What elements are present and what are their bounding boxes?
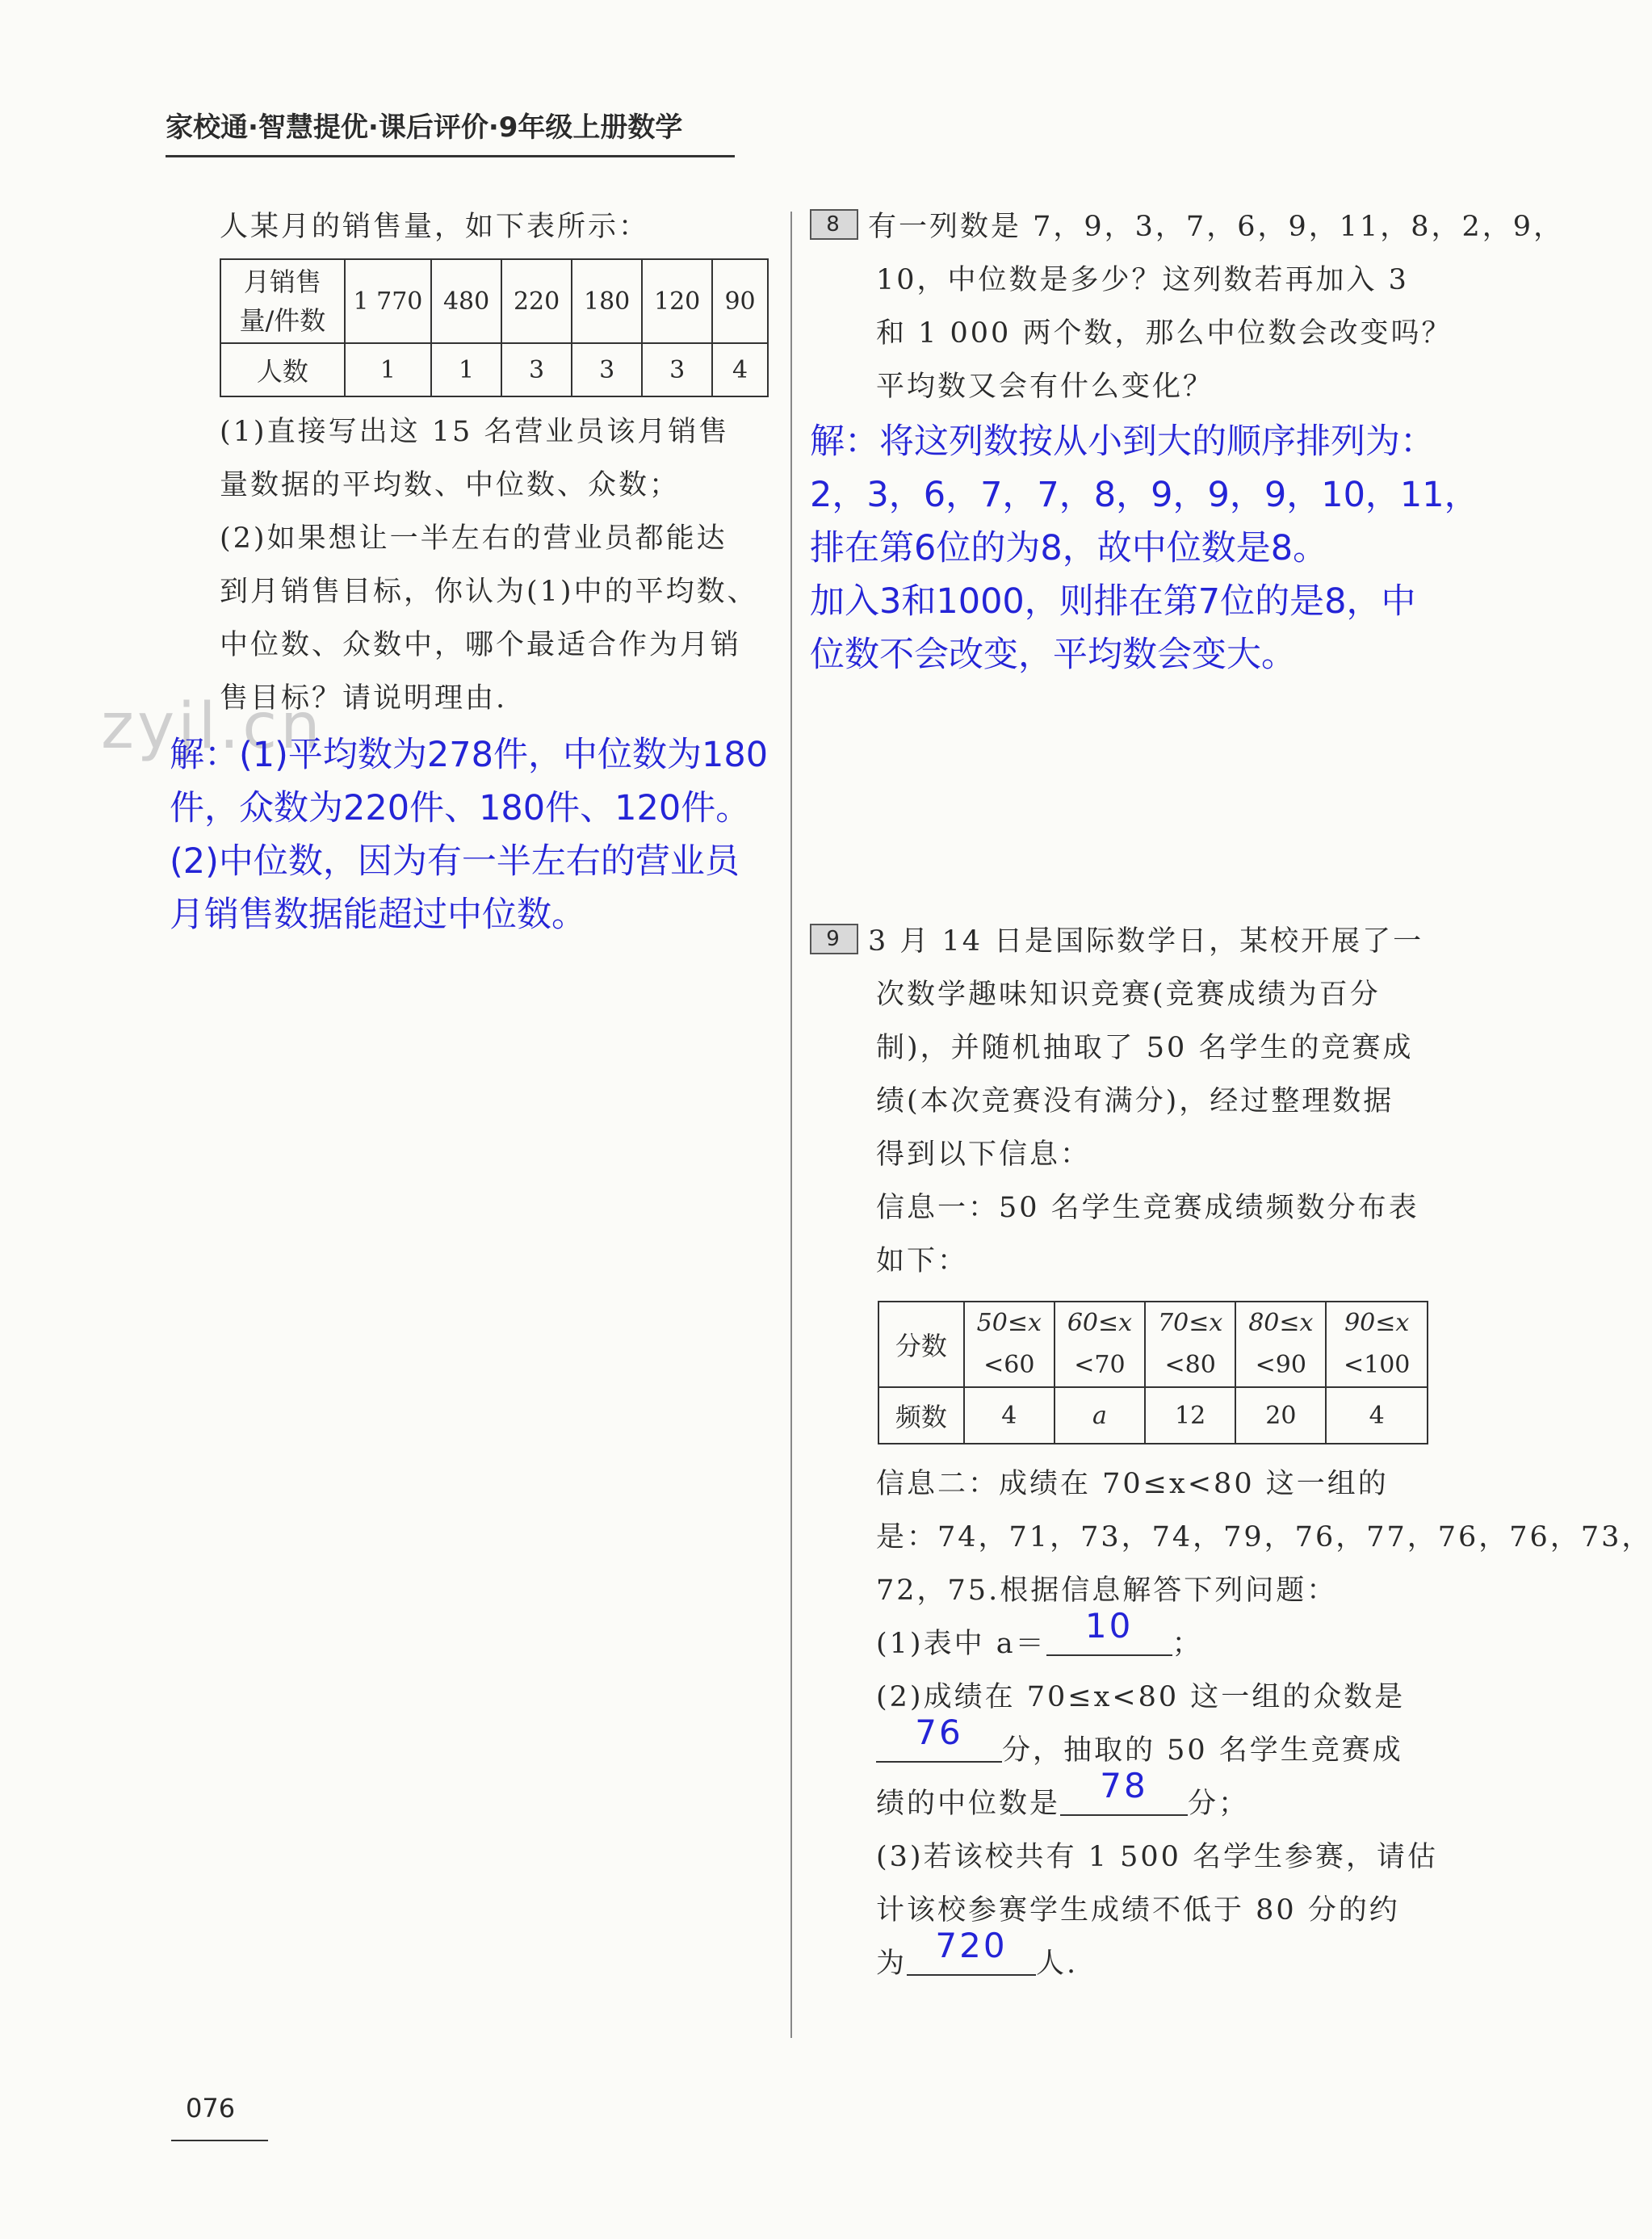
part1-suffix: ； xyxy=(1172,1628,1203,1660)
answer-fill: 78 xyxy=(1100,1766,1148,1805)
score-range-cell xyxy=(1055,1302,1145,1387)
question-9 xyxy=(810,915,1652,1990)
count-cell: 3 xyxy=(572,343,642,396)
freq-cell: a xyxy=(1055,1387,1145,1444)
question-8 xyxy=(810,200,1565,681)
q9-part3-line: (3)若该校共有 1 500 名学生参赛，请估 xyxy=(876,1841,1439,1873)
answer-line: (2)中位数，因为有一半左右的营业员 xyxy=(170,841,740,882)
q9-part2-line xyxy=(810,1766,1433,1830)
sales-cell: 180 xyxy=(572,259,642,343)
part2-suffix: 分； xyxy=(1188,1788,1250,1820)
q9-line: 72，75.根据信息解答下列问题： xyxy=(876,1574,1338,1607)
freq-header-cell: 频数 xyxy=(878,1387,964,1444)
q8-answer xyxy=(810,415,1479,681)
q1-line: 量数据的平均数、中位数、众数； xyxy=(220,469,681,501)
answer-blank xyxy=(907,1926,1036,1976)
score-range-cell xyxy=(1145,1302,1235,1387)
sales-cell: 220 xyxy=(501,259,572,343)
q8-text: 有一列数是 7，9，3，7，6，9，11，8，2，9， xyxy=(868,211,1565,243)
answer-blank xyxy=(1046,1606,1172,1656)
score-frequency-table xyxy=(878,1301,1428,1444)
answer-line: 2，3，6，7，7，8，9，9，9，10，11， xyxy=(810,475,1479,515)
count-header-cell: 人数 xyxy=(220,343,345,396)
part3-suffix: 人. xyxy=(1036,1948,1079,1980)
q1-line: (1)直接写出这 15 名营业员该月销售 xyxy=(220,416,730,448)
q9-line: 信息一：50 名学生竞赛成绩频数分布表 xyxy=(876,1192,1419,1224)
answer-line: 加入3和1000，则排在第7位的是8，中 xyxy=(810,581,1416,622)
count-cell: 4 xyxy=(712,343,768,396)
q8-line xyxy=(810,200,1565,254)
answer-fill: 10 xyxy=(1084,1606,1134,1646)
page-header: 家校通·智慧提优·课后评价·9年级上册数学 xyxy=(166,111,683,144)
sales-header-cell xyxy=(220,259,345,343)
q9-line: 次数学趣味知识竞赛(竞赛成绩为百分 xyxy=(876,979,1381,1011)
q2-line: 中位数、众数中，哪个最适合作为月销 xyxy=(220,629,742,661)
score-range-cell xyxy=(1326,1302,1428,1387)
left-questions xyxy=(220,405,773,725)
answer-fill: 720 xyxy=(935,1926,1008,1965)
sales-cell: 480 xyxy=(431,259,501,343)
answer-line: 排在第6位的为8，故中位数是8。 xyxy=(810,528,1328,568)
watermark: zyjl.cn xyxy=(101,690,324,763)
sales-cell: 120 xyxy=(642,259,712,343)
range-top: 80≤x xyxy=(1248,1309,1314,1337)
range-top: 50≤x xyxy=(976,1309,1042,1337)
score-header-cell: 分数 xyxy=(878,1302,964,1387)
range-bottom: <60 xyxy=(983,1351,1035,1379)
q9-part3-line xyxy=(810,1926,1433,1990)
header-rule xyxy=(166,155,735,157)
part2-mid: 分，抽取的 50 名学生竞赛成 xyxy=(1002,1734,1403,1767)
freq-cell: 4 xyxy=(1326,1387,1428,1444)
range-bottom: <100 xyxy=(1344,1351,1411,1379)
freq-cell: 12 xyxy=(1145,1387,1235,1444)
range-top: 90≤x xyxy=(1344,1309,1410,1337)
freq-cell: 4 xyxy=(964,1387,1055,1444)
part2-prefix: 绩的中位数是 xyxy=(876,1788,1061,1820)
answer-blank xyxy=(876,1713,1002,1763)
q9-line: 得到以下信息： xyxy=(876,1138,1092,1171)
q9-info2 xyxy=(810,1457,1652,1990)
q9-line: 信息二：成绩在 70≤x<80 这一组的 xyxy=(876,1468,1389,1500)
answer-line: 解：将这列数按从小到大的顺序排列为： xyxy=(810,421,1435,462)
count-cell: 1 xyxy=(345,343,431,396)
sales-header-line1: 月销售 xyxy=(243,266,321,297)
q8-line: 平均数又会有什么变化？ xyxy=(876,371,1214,403)
q9-part2-line: (2)成绩在 70≤x<80 这一组的众数是 xyxy=(876,1681,1406,1713)
column-divider xyxy=(790,212,792,2038)
range-bottom: <80 xyxy=(1164,1351,1216,1379)
range-top: 70≤x xyxy=(1158,1309,1223,1337)
range-top: 60≤x xyxy=(1067,1309,1133,1337)
right-column xyxy=(810,200,1652,1980)
question-number-badge: 8 xyxy=(810,209,858,240)
sales-cell: 90 xyxy=(712,259,768,343)
count-cell: 3 xyxy=(501,343,572,396)
answer-blank xyxy=(1060,1766,1188,1816)
left-answer xyxy=(170,728,773,941)
answer-line: 件，众数为220件、180件、120件。 xyxy=(170,788,751,828)
q2-line: (2)如果想让一半左右的营业员都能达 xyxy=(220,522,727,555)
sales-cell: 1 770 xyxy=(345,259,431,343)
sales-table xyxy=(220,258,769,397)
range-bottom: <70 xyxy=(1074,1351,1126,1379)
part3-prefix: 为 xyxy=(876,1948,908,1980)
q2-line: 到月销售目标，你认为(1)中的平均数、 xyxy=(220,576,758,608)
q9-text: 3 月 14 日是国际数学日，某校开展了一 xyxy=(868,925,1424,958)
part1-prefix: (1)表中 a＝ xyxy=(876,1628,1046,1660)
q9-part3-line: 计该校参赛学生成绩不低于 80 分的约 xyxy=(876,1894,1400,1927)
count-cell: 3 xyxy=(642,343,712,396)
q9-line xyxy=(810,915,1433,968)
q2-line: 售目标？请说明理由. xyxy=(220,682,508,715)
page-number: 076 xyxy=(186,2093,236,2124)
q9-line: 如下： xyxy=(876,1245,969,1277)
page-number-rule xyxy=(171,2140,268,2141)
score-range-cell xyxy=(1235,1302,1326,1387)
answer-line: 位数不会改变，平均数会变大。 xyxy=(810,635,1296,675)
answer-line: 月销售数据能超过中位数。 xyxy=(170,895,586,935)
intro-text: 人某月的销售量，如下表所示： xyxy=(220,211,650,243)
score-range-cell xyxy=(964,1302,1055,1387)
q9-part1 xyxy=(810,1606,1433,1671)
answer-fill: 76 xyxy=(915,1713,963,1752)
q8-line: 和 1 000 两个数，那么中位数会改变吗？ xyxy=(876,317,1453,350)
count-cell: 1 xyxy=(431,343,501,396)
q9-line: 制)，并随机抽取了 50 名学生的竞赛成 xyxy=(876,1032,1414,1064)
sales-header-line2: 量/件数 xyxy=(239,305,326,336)
q9-line: 是：74，71，73，74，79，76，77，76，76，73， xyxy=(876,1521,1652,1553)
freq-cell: 20 xyxy=(1235,1387,1326,1444)
answer-line: 解：(1)平均数为278件，中位数为180 xyxy=(170,735,769,775)
q9-line: 绩(本次竞赛没有满分)，经过整理数据 xyxy=(876,1085,1394,1117)
range-bottom: <90 xyxy=(1255,1351,1306,1379)
q8-line: 10，中位数是多少？这列数若再加入 3 xyxy=(876,264,1409,296)
question-number-badge: 9 xyxy=(810,924,858,954)
